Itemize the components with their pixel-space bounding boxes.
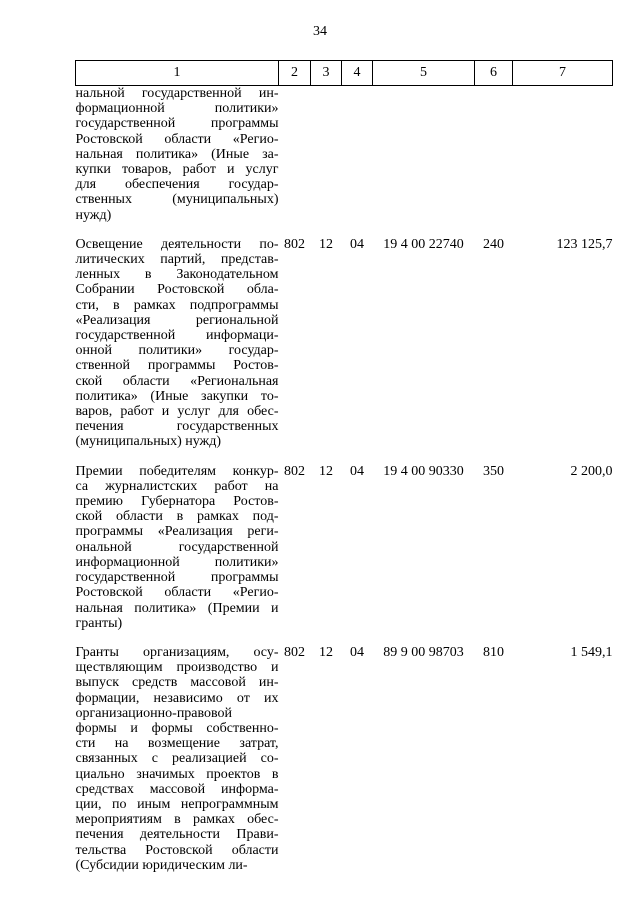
description-line: печения деятельности Прави-	[75, 827, 279, 843]
description-line: ственной программы Ростов-	[75, 358, 279, 374]
description-line: нужд)	[75, 207, 112, 223]
column-header-1: 1	[76, 61, 279, 86]
description-line: ственных (муниципальных)	[75, 192, 279, 208]
target-article-code: 19 4 00 22740	[383, 236, 464, 252]
description-line: средствах массовой информа-	[75, 781, 279, 797]
table-header-row	[76, 61, 613, 86]
budget-table	[75, 60, 613, 887]
table-row	[76, 464, 613, 645]
description-line: литических партий, представ-	[75, 252, 279, 268]
table-row	[76, 86, 613, 237]
amount-value: 2 200,0	[570, 463, 613, 479]
description-line: сти на возмещение затрат,	[75, 736, 279, 752]
column-header-4: 4	[342, 61, 373, 86]
section-code	[311, 86, 342, 237]
description-line: связанных с реализацией со-	[75, 751, 279, 767]
target-article-code	[373, 86, 475, 237]
description-line: циально значимых проектов в	[75, 766, 279, 782]
description-line: выпуск средств массовой ин-	[75, 675, 279, 691]
description-line: государственной программы	[75, 116, 279, 132]
description-line: ской области «Региональная	[75, 373, 279, 389]
description-line: купки товаров, работ и услуг	[75, 162, 279, 178]
amount-value: 123 125,7	[556, 236, 613, 252]
description-line: печения государственных	[75, 419, 279, 435]
subsection-code: 04	[350, 236, 364, 252]
ministry-code: 802	[284, 463, 305, 479]
ministry-code: 802	[284, 236, 305, 252]
column-header-2: 2	[279, 61, 311, 86]
description-line: программы «Реализация реги-	[75, 524, 279, 540]
description-line: ции, по иным непрограммным	[75, 796, 279, 812]
row-description	[76, 464, 279, 645]
description-line: варов, работ и услуг для обес-	[75, 404, 279, 420]
description-line: информационной политики»	[75, 554, 279, 570]
description-line: нальной государственной ин-	[75, 86, 279, 101]
amount-value: 1 549,1	[570, 644, 613, 660]
description-line: политика» (Иные закупки то-	[75, 388, 279, 404]
section-code: 12	[319, 236, 333, 252]
amount-value	[513, 86, 613, 237]
description-line: премию Губернатора Ростов-	[75, 494, 279, 510]
ministry-code	[279, 86, 311, 237]
expense-type-code: 240	[483, 236, 504, 252]
description-line: онной политики» государ-	[75, 343, 279, 359]
expense-type-code: 350	[483, 463, 504, 479]
description-line: для обеспечения государ-	[75, 177, 279, 193]
description-line: Ростовской области «Регио-	[75, 131, 279, 147]
row-description	[76, 645, 279, 887]
column-header-5: 5	[373, 61, 475, 86]
page-number: 34	[313, 24, 327, 39]
description-line: государственной программы	[75, 570, 279, 586]
description-line: ленных в Законодательном	[75, 267, 279, 283]
subsection-code: 04	[350, 644, 364, 660]
description-line: Ростовской области «Регио-	[75, 585, 279, 601]
target-article-code: 19 4 00 90330	[383, 463, 464, 479]
description-line: ществляющим производство и	[75, 660, 279, 676]
column-header-7: 7	[513, 61, 613, 86]
section-code: 12	[319, 463, 333, 479]
expense-type-code: 810	[483, 644, 504, 660]
description-line: формационной политики»	[75, 101, 279, 117]
description-line: ональной государственной	[75, 539, 279, 555]
description-line: тельства Ростовской области	[75, 842, 279, 858]
description-line: гранты)	[75, 615, 123, 631]
target-article-code: 89 9 00 98703	[383, 644, 464, 660]
description-line: Премии победителям конкур-	[75, 463, 279, 479]
row-description	[76, 86, 279, 237]
description-line: сти, в рамках подпрограммы	[75, 297, 279, 313]
column-header-3: 3	[311, 61, 342, 86]
description-line: Гранты организациям, осу-	[75, 644, 279, 660]
description-line: мероприятиям в рамках обес-	[75, 812, 279, 828]
ministry-code: 802	[284, 644, 305, 660]
description-line: Собрании Ростовской обла-	[75, 282, 279, 298]
row-description	[76, 237, 279, 464]
section-code: 12	[319, 644, 333, 660]
description-line: «Реализация региональной	[75, 312, 279, 328]
description-line: формации, независимо от их	[75, 690, 279, 706]
description-line: нальная политика» (Иные за-	[75, 146, 279, 162]
column-header-6: 6	[475, 61, 513, 86]
description-line: формы и формы собственно-	[75, 720, 279, 736]
description-line: (Субсидии юридическим ли-	[75, 857, 248, 873]
description-line: (муниципальных) нужд)	[75, 434, 222, 450]
description-line: нальная политика» (Премии и	[75, 600, 279, 616]
description-line: Освещение деятельности по-	[75, 236, 279, 252]
description-line: организационно-правовой	[75, 705, 233, 721]
table-row	[76, 645, 613, 887]
table-row	[76, 237, 613, 464]
subsection-code	[342, 86, 373, 237]
description-line: ской области в рамках под-	[75, 509, 279, 525]
description-line: са журналистских работ на	[75, 478, 279, 494]
subsection-code: 04	[350, 463, 364, 479]
expense-type-code	[475, 86, 513, 237]
description-line: государственной информаци-	[75, 328, 279, 344]
